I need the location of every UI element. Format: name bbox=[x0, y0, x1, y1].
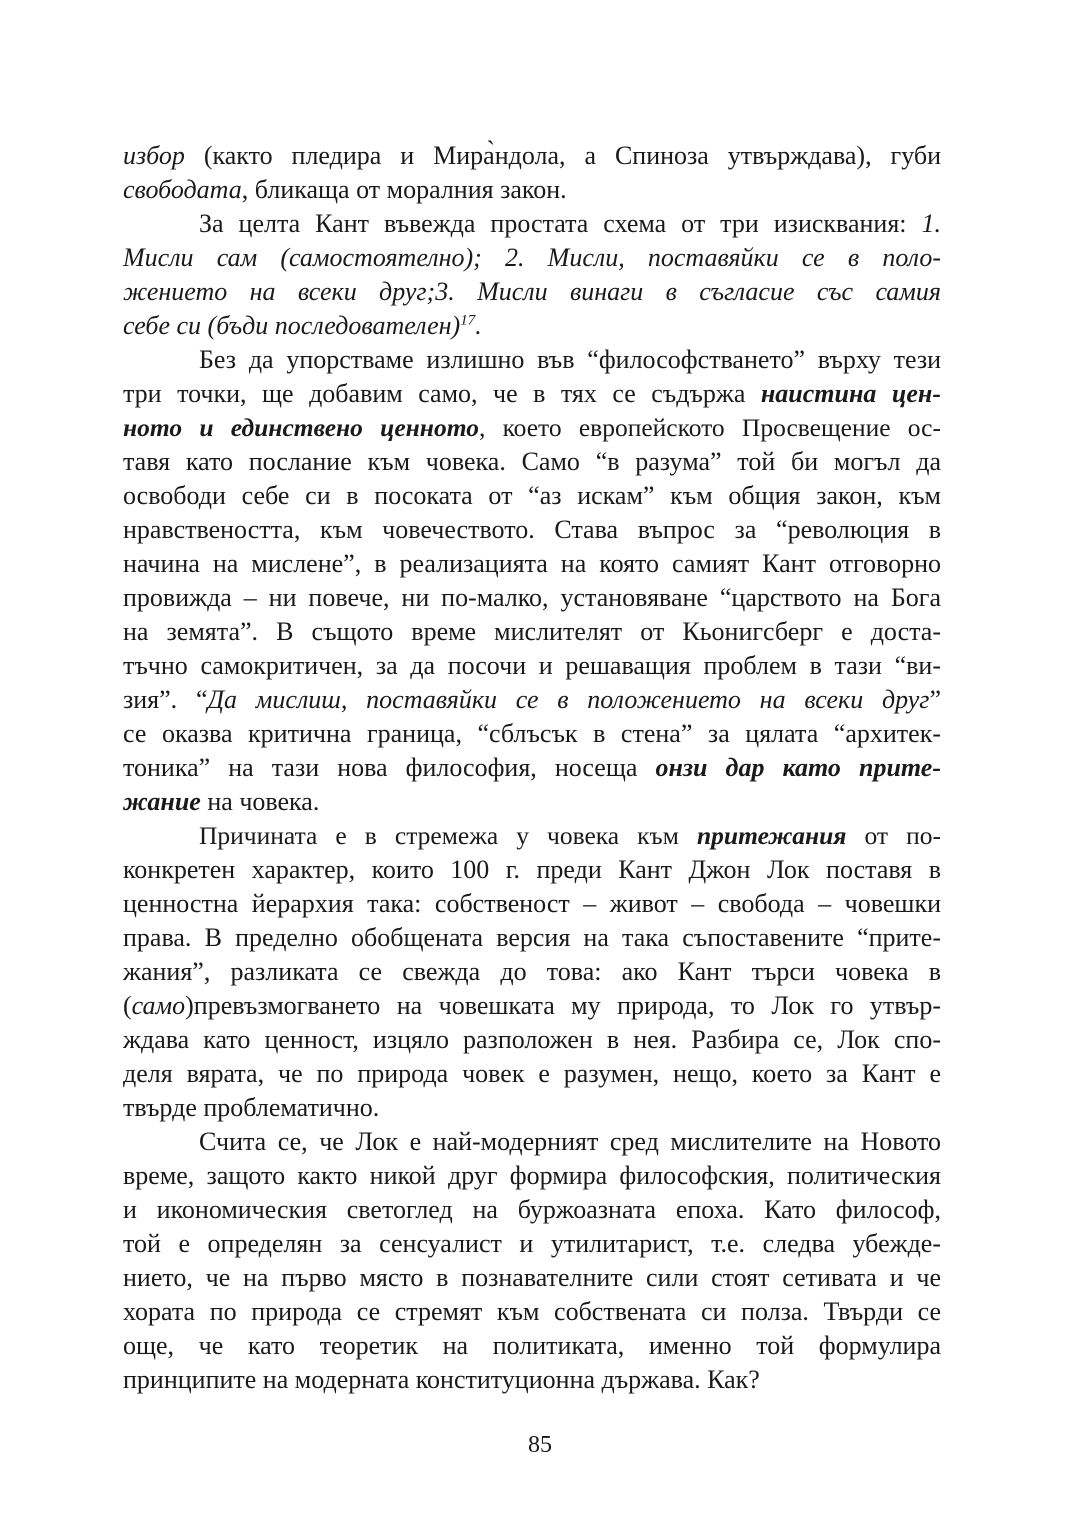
emphasis-bold-italic: онзи дар като прите- bbox=[655, 753, 941, 782]
text-line bbox=[123, 581, 941, 615]
text-line bbox=[123, 887, 941, 921]
text-line bbox=[123, 377, 941, 411]
text-line bbox=[123, 547, 941, 581]
text-run: тъчно самокритичен, за да посочи и решаващия проблем в тази “ви- bbox=[123, 651, 941, 680]
emphasis-italic: свободата bbox=[123, 175, 242, 204]
text-line bbox=[123, 853, 941, 887]
emphasis-italic: . bbox=[475, 311, 482, 340]
text-line bbox=[123, 785, 941, 819]
text-line bbox=[123, 275, 941, 309]
text-run: ждава като ценност, изцяло разположен в нея. Разбира се, Лок спо- bbox=[123, 1025, 941, 1054]
emphasis-italic: жението на всеки друг;3. Мисли винаги в съгласие със самия bbox=[123, 277, 941, 306]
emphasis-italic: само bbox=[131, 991, 186, 1020]
text-line bbox=[123, 717, 941, 751]
text-run: нието, че на първо място в познавателните сили стоят сетивата и че bbox=[123, 1263, 941, 1292]
text-run: зия”. “ bbox=[123, 685, 208, 714]
text-line bbox=[123, 955, 941, 989]
text-run: , бликаща от моралния закон. bbox=[241, 175, 567, 204]
text-run: тавя като послание към човека. Само “в разума” той би могъл да bbox=[123, 447, 941, 476]
page-number: 85 bbox=[528, 1432, 552, 1458]
emphasis-bold-italic: притежания bbox=[696, 821, 847, 850]
text-run: още, че като теоретик на политиката, именно той формулира bbox=[123, 1331, 941, 1360]
text-run: )превъзмогването на човешката му природа, то Лок го утвър- bbox=[185, 991, 941, 1020]
text-line bbox=[123, 1295, 941, 1329]
text-run: За целта Кант въвежда простата схема от три изисквания: bbox=[199, 209, 922, 238]
text-line bbox=[123, 1363, 941, 1397]
text-run: Без да упорстваме излишно във “философстването” върху тези bbox=[199, 345, 941, 374]
text-run: на човека. bbox=[200, 787, 320, 816]
emphasis-italic: Мисли сам (самостоятелно); 2. Мисли, поставяйки се в поло- bbox=[123, 243, 941, 272]
text-line bbox=[123, 513, 941, 547]
text-line bbox=[123, 309, 941, 343]
text-run: провижда – ни повече, ни по-малко, установяване “царството на Бога bbox=[123, 583, 941, 612]
text-run: ( bbox=[123, 991, 132, 1020]
text-line bbox=[123, 1227, 941, 1261]
text-run: той е определян за сенсуалист и утилитарист, т.е. следва убежде- bbox=[123, 1229, 941, 1258]
emphasis-bold-italic: наистина цен- bbox=[760, 379, 941, 408]
text-line bbox=[123, 343, 941, 377]
text-line bbox=[123, 1057, 941, 1091]
text-run: Счита се, че Лок е най-модерният сред мислителите на Новото bbox=[199, 1127, 941, 1156]
text-line bbox=[123, 1091, 941, 1125]
text-line bbox=[123, 615, 941, 649]
text-run: време, защото както никой друг формира философския, политическия bbox=[123, 1161, 941, 1190]
text-run: начина на мислене”, в реализацията на която самият Кант отговорно bbox=[123, 549, 941, 578]
text-run: от по- bbox=[846, 821, 941, 850]
emphasis-italic: 1. bbox=[921, 209, 941, 238]
text-line bbox=[123, 241, 941, 275]
text-run: три точки, ще добавим само, че в тях се съдържа bbox=[123, 379, 761, 408]
text-line bbox=[123, 1193, 941, 1227]
footnote-ref: 17 bbox=[460, 312, 476, 329]
emphasis-bold-italic: ното и единствено ценното bbox=[123, 413, 479, 442]
text-run: тоника” на тази нова философия, носеща bbox=[123, 753, 656, 782]
text-run: жания”, разликата се свежда до това: ако Кант търси човека в bbox=[123, 957, 941, 986]
text-line bbox=[123, 139, 941, 173]
text-line bbox=[123, 1261, 941, 1295]
text-line bbox=[123, 173, 941, 207]
text-line bbox=[123, 1159, 941, 1193]
emphasis-italic: Да мислиш, поставяйки се в положението на всеки друг bbox=[207, 685, 930, 714]
text-line bbox=[123, 649, 941, 683]
text-run: Причината е в стремежа у човека към bbox=[199, 821, 697, 850]
text-line bbox=[123, 751, 941, 785]
text-run: хората по природа се стремят към собствената си полза. Твърди се bbox=[123, 1297, 941, 1326]
text-line bbox=[123, 921, 941, 955]
text-line bbox=[123, 819, 941, 853]
text-run: права. В пределно обобщената версия на така съпоставените “прите- bbox=[123, 923, 941, 952]
emphasis-bold-italic: жание bbox=[123, 787, 201, 816]
text-line bbox=[123, 1125, 941, 1159]
text-run: освободи себе си в посоката от “аз искам” към общия закон, към bbox=[123, 481, 941, 510]
text-line bbox=[123, 207, 941, 241]
emphasis-italic: избор bbox=[123, 141, 185, 170]
text-run: твърде проблематично. bbox=[123, 1093, 380, 1122]
text-run: деля вярата, че по природа човек е разумен, нещо, което за Кант е bbox=[123, 1059, 941, 1088]
text-run: ” bbox=[929, 685, 941, 714]
text-run: на земята”. В същото време мислителят от Кьонигсберг е доста- bbox=[123, 617, 941, 646]
text-run: принципите на модерната конституционна държава. Как? bbox=[123, 1365, 760, 1394]
emphasis-italic: себе си (бъди последователен) bbox=[123, 311, 461, 340]
text-line bbox=[123, 683, 941, 717]
body-text bbox=[123, 139, 941, 1397]
text-run: и икономическия светоглед на буржоазната епоха. Като философ, bbox=[123, 1195, 941, 1224]
text-run: нравствеността, към човечеството. Става въпрос за “революция в bbox=[123, 515, 941, 544]
text-run: , което европейското Просвещение ос- bbox=[478, 413, 941, 442]
text-run: се оказва критична граница, “сблъсък в стена” за цялата “архитек- bbox=[123, 719, 941, 748]
text-run: конкретен характер, които 100 г. преди Кант Джон Лок поставя в bbox=[123, 855, 941, 884]
text-line bbox=[123, 1329, 941, 1363]
text-run: (както пледира и Мира̀ндола, а Спиноза утвърждава), губи bbox=[184, 141, 941, 170]
text-line bbox=[123, 1023, 941, 1057]
text-line bbox=[123, 445, 941, 479]
text-line bbox=[123, 479, 941, 513]
text-line bbox=[123, 411, 941, 445]
text-run: ценностна йерархия така: собственост – живот – свобода – човешки bbox=[123, 889, 941, 918]
text-line bbox=[123, 989, 941, 1023]
